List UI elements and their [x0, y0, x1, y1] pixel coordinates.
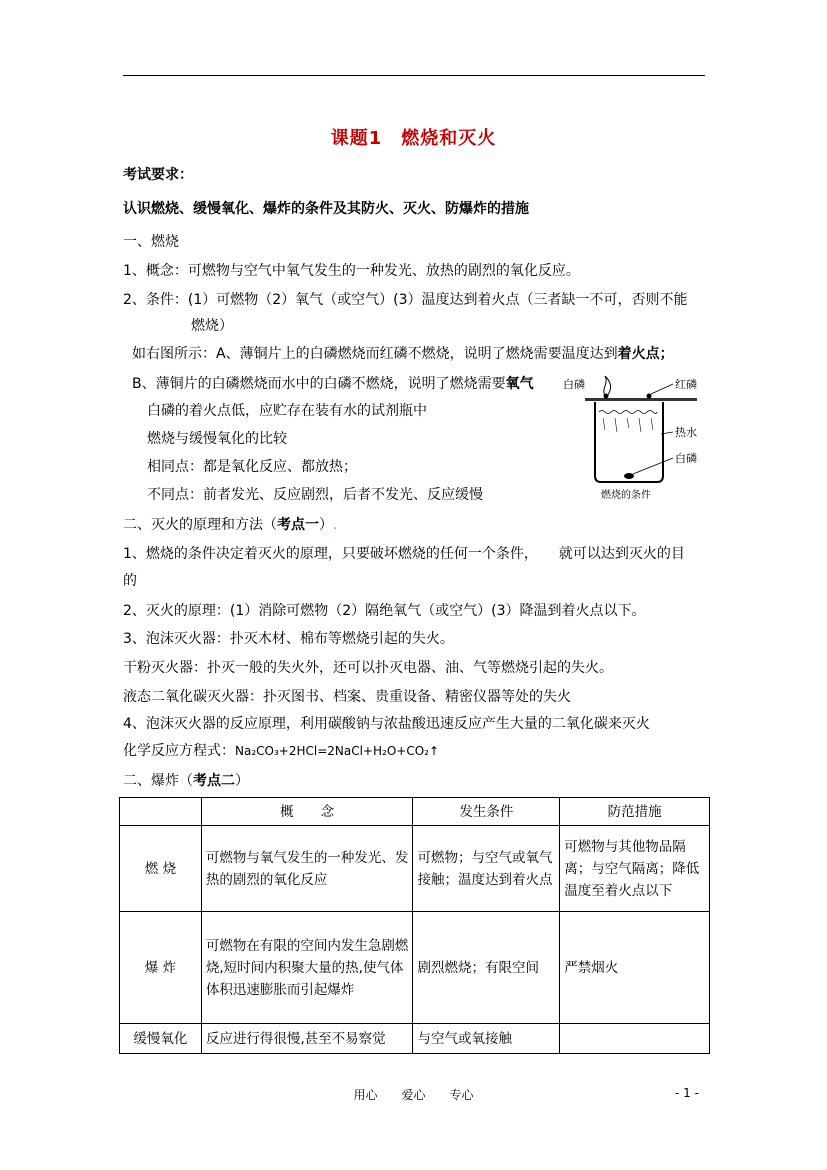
section2-heading-end: ） — [319, 517, 333, 533]
figure-note-a-text: 如右图所示：A、薄铜片上的白磷燃烧而红磷不燃烧，说明了燃烧需要温度达到 — [132, 346, 618, 362]
figure-note-a-end: ； — [659, 346, 674, 362]
table-cell: 剧烈燃烧；有限空间 — [413, 912, 560, 1024]
table-row — [120, 826, 710, 912]
s2-foam: 3、泡沫灭火器：扑灭木材、棉布等燃烧引起的失火。 — [123, 631, 454, 647]
page-number: - 1 - — [675, 1086, 699, 1100]
white-phosphorus-on-plate — [604, 394, 609, 399]
table-cell: 反应进行得很慢,甚至不易察觉 — [201, 1024, 413, 1054]
s2-co2: 液态二氧化碳灭火器：扑灭图书、档案、贵重设备、精密仪器等处的失火 — [123, 689, 571, 705]
s2-foam-principle: 4、泡沫灭火器的反应原理，利用碳酸钠与浓盐酸迅速反应产生大量的二氧化碳来灭火 — [123, 716, 650, 732]
table-cell: 可燃物与氧气发生的一种发光、发热的剧烈的氧化反应 — [201, 826, 413, 912]
figure-note-a-bold: 着火点 — [617, 346, 660, 362]
exam-requirement-heading: 考试要求： — [123, 167, 193, 183]
section2-heading-bold: 考点一 — [277, 517, 319, 533]
footer-center: 用心 爱心 专心 — [353, 1088, 474, 1102]
table-cell: 缓慢氧化 — [120, 1024, 202, 1054]
comparison-diff: 不同点：前者发光、反应剧烈，后者不发光、反应缓慢 — [147, 487, 483, 503]
table-header-cell: 发生条件 — [413, 798, 560, 826]
equation-label: 化学反应方程式： — [123, 743, 235, 759]
header-rule — [123, 75, 705, 76]
equation-line — [123, 741, 439, 761]
table-cell: 严禁烟火 — [560, 912, 710, 1024]
flame-icon — [604, 376, 611, 396]
copper-plate — [585, 398, 697, 401]
equation: Na₂CO₃+2HCl=2NaCl+H₂O+CO₂↑ — [235, 744, 440, 758]
table-cell: 燃 烧 — [120, 826, 202, 912]
red-phosphorus — [647, 394, 652, 399]
figure-note-a — [132, 344, 674, 364]
section3-heading-bold: 考点二 — [193, 773, 235, 789]
water-surface — [599, 411, 657, 414]
s2-dry-powder: 干粉灭火器：扑灭一般的失火外，还可以扑灭电器、油、气等燃烧引起的失火。 — [123, 660, 613, 676]
beaker-diagram — [563, 372, 711, 502]
water-lines — [603, 418, 653, 432]
beaker — [595, 402, 663, 482]
table-row — [120, 912, 710, 1024]
explosion-table — [119, 797, 710, 1054]
s2-line1b: 的 — [123, 573, 137, 589]
s1-condition-line2: 燃烧） — [191, 318, 233, 334]
s1-condition-line1: 2、条件：(1）可燃物（2）氧气（或空气）(3）温度达到着火点（三者缺一不可，否则不能 — [123, 292, 688, 308]
table-cell: 可燃物在有限的空间内发生急剧燃烧,短时间内积聚大量的热,使气体体积迅速膨胀而引起爆炸 — [201, 912, 413, 1024]
s1-concept: 1、概念：可燃物与空气中氧气发生的一种发光、放热的剧烈的氧化反应。 — [123, 263, 580, 279]
section3-heading — [123, 771, 249, 791]
table-cell: 爆 炸 — [120, 912, 202, 1024]
white-phosphorus-in-water — [624, 473, 634, 479]
table-header-cell — [120, 798, 202, 826]
label-red-phosphorus: 红磷 — [675, 378, 697, 391]
s2-line1a: 1、燃烧的条件决定着灭火的原理，只要破坏燃烧的任何一个条件， 就可以达到灭火的目 — [123, 546, 685, 562]
s2-principle: 2、灭火的原理：(1）消除可燃物（2）隔绝氧气（或空气）(3）降温到着火点以下。 — [123, 603, 646, 619]
leader-white-phosphorus — [633, 458, 673, 474]
leader-red-phosphorus — [651, 384, 673, 394]
combustion-figure — [563, 372, 711, 502]
figure-note-b-bold: 氧气 — [505, 376, 534, 392]
page-title: 课题1 燃烧和灭火 — [330, 128, 497, 149]
table-row — [120, 1024, 710, 1054]
figure-note-b — [132, 374, 534, 394]
table-header-cell: 防范措施 — [560, 798, 710, 826]
section2-heading-text: 二、灭火的原理和方法（ — [123, 517, 277, 533]
table-cell: 可燃物与其他物品隔离；与空气隔离；降低温度至着火点以下 — [560, 826, 710, 912]
table-header-cell: 概 念 — [201, 798, 413, 826]
figure-note-b-line2: 白磷的着火点低，应贮存在装有水的试剂瓶中 — [147, 403, 427, 419]
label-white-phosphorus-2: 白磷 — [675, 452, 697, 465]
decorative-dot: . — [333, 517, 338, 533]
comparison-same: 相同点：都是氧化反应、都放热； — [147, 459, 357, 475]
figure-caption: 燃烧的条件 — [601, 490, 651, 501]
label-hot-water: 热水 — [675, 426, 697, 439]
section1-heading: 一、燃烧 — [123, 234, 179, 250]
table-cell: 与空气或氧接触 — [413, 1024, 560, 1054]
exam-requirement-detail: 认识燃烧、缓慢氧化、爆炸的条件及其防火、灭火、防爆炸的措施 — [123, 201, 529, 217]
table-cell: 可燃物；与空气或氧气接触；温度达到着火点 — [413, 826, 560, 912]
label-white-phosphorus: 白磷 — [563, 378, 585, 391]
comparison-title: 燃烧与缓慢氧化的比较 — [147, 431, 287, 447]
table-cell — [560, 1024, 710, 1054]
figure-note-b-text: B、薄铜片的白磷燃烧而水中的白磷不燃烧，说明了燃烧需要 — [132, 376, 506, 392]
table-header-row — [120, 798, 710, 826]
section3-heading-end: ） — [235, 773, 249, 789]
section3-heading-text: 二、爆炸（ — [123, 773, 193, 789]
section2-heading — [123, 515, 337, 535]
